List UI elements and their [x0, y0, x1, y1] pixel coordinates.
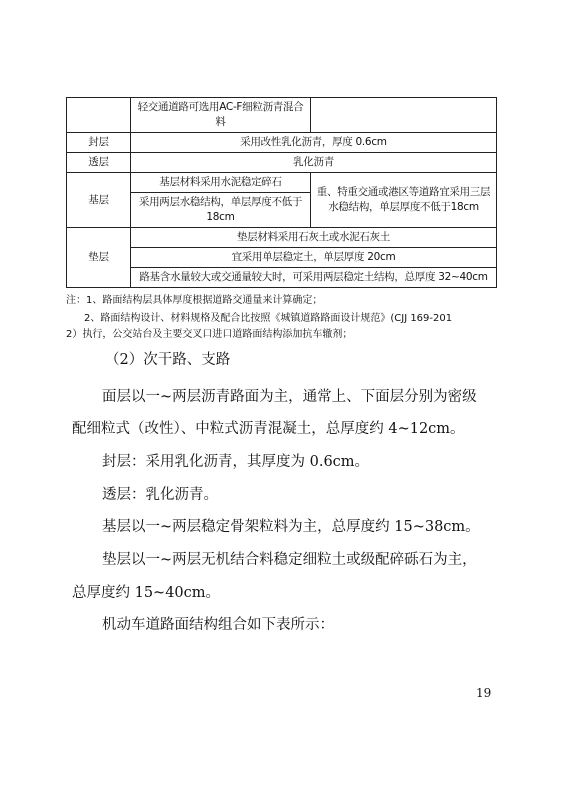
table-row	[67, 133, 497, 153]
page-number: 19	[476, 686, 492, 700]
table-cell: 基层材料采用水泥稳定碎石	[131, 173, 311, 193]
paragraph: 透层：乳化沥青。	[102, 487, 218, 503]
layer-label: 封层	[67, 133, 131, 153]
note-line: 2）执行，公交站台及主要交叉口进口道路面结构添加抗车辙剂；	[66, 329, 353, 340]
table-cell: 轻交通道路可选用AC-F细粒沥青混合料	[131, 98, 311, 133]
table-cell: 乳化沥青	[131, 153, 497, 173]
paragraph: 封层：采用乳化沥青，其厚度为 0.6cm。	[102, 454, 370, 470]
paragraph: 面层以一~两层沥青路面为主，通常上、下面层分别为密级	[102, 389, 477, 405]
section-heading: （2）次干路、支路	[105, 352, 231, 368]
note-line: 2、路面结构设计、材料规格及配合比按照《城镇道路路面设计规范》(CJJ 169-201	[84, 313, 453, 324]
paragraph: 基层以一~两层稳定骨架粒料为主，总厚度约 15~38cm。	[102, 519, 480, 535]
table-row	[67, 173, 497, 193]
table-cell: 采用两层水稳结构，单层厚度不低于18cm	[131, 193, 311, 228]
table-row	[67, 98, 497, 133]
table-cell	[67, 98, 131, 133]
table-cell: 重、特重交通或港区等道路宜采用三层水稳结构，单层厚度不低于18cm	[311, 173, 497, 228]
paragraph: 机动车道路面结构组合如下表所示：	[102, 617, 334, 633]
table-cell: 采用改性乳化沥青，厚度 0.6cm	[131, 133, 497, 153]
paragraph: 垫层以一~两层无机结合料稳定细粒土或级配碎砾石为主，	[102, 552, 477, 568]
table-row	[67, 248, 497, 268]
pavement-structure-table	[66, 97, 497, 288]
layer-label: 基层	[67, 173, 131, 228]
layer-label: 透层	[67, 153, 131, 173]
table-cell: 垫层材料采用石灰土或水泥石灰土	[131, 228, 497, 248]
table-row	[67, 228, 497, 248]
paragraph: 总厚度约 15~40cm。	[72, 585, 221, 601]
table-row	[67, 268, 497, 288]
table-row	[67, 153, 497, 173]
note-line: 注：1、路面结构层具体厚度根据道路交通量来计算确定；	[66, 295, 323, 306]
paragraph: 配细粒式（改性）、中粒式沥青混凝土，总厚度约 4~12cm。	[72, 421, 465, 437]
table-cell: 宜采用单层稳定土，单层厚度 20cm	[131, 248, 497, 268]
layer-label: 垫层	[67, 228, 131, 288]
table-cell: 路基含水量较大或交通量较大时，可采用两层稳定土结构，总厚度 32~40cm	[131, 268, 497, 288]
table-cell	[311, 98, 497, 133]
